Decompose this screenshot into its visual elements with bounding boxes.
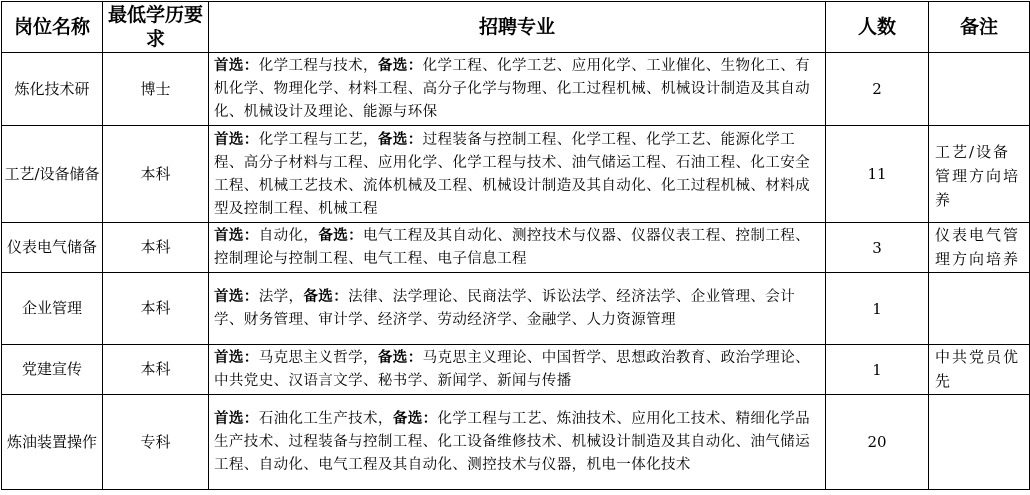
position-cell: 炼化技术研 [2,53,103,126]
table-row [2,126,1030,223]
second-choice-label: 备选： [377,57,423,74]
header-position: 岗位名称 [2,2,103,53]
header-major: 招聘专业 [209,2,826,53]
note-cell [929,395,1030,490]
note-cell: 中共党员优先 [929,345,1030,395]
recruitment-table [1,1,1030,490]
major-cell [209,273,826,345]
second-choice-label: 备选： [377,349,423,366]
major-cell [209,345,826,395]
header-row [2,2,1030,53]
second-choice-label: 备选： [392,410,438,427]
table-row [2,223,1030,273]
note-cell [929,53,1030,126]
major-cell [209,126,826,223]
position-cell: 党建宣传 [2,345,103,395]
note-cell: 工艺/设备管理方向培养 [929,126,1030,223]
header-count: 人数 [826,2,929,53]
education-cell: 专科 [103,395,209,490]
education-cell: 本科 [103,223,209,273]
count-cell: 11 [826,126,929,223]
count-cell: 2 [826,53,929,126]
position-cell: 工艺/设备储备 [2,126,103,223]
first-choice-value: 化学工程与工艺， [258,131,378,148]
second-choice-value: 电气工程及其自动化、测控技术与仪器、仪器仪表工程、控制工程、控制理论与控制工程、电气工程、电子信息工程 [214,228,811,267]
major-cell [209,395,826,490]
note-cell [929,273,1030,345]
education-cell: 本科 [103,345,209,395]
first-choice-value: 马克思主义哲学， [258,350,378,366]
count-cell: 1 [826,345,929,395]
first-choice-label: 首选： [214,288,259,305]
position-cell: 企业管理 [2,273,103,345]
second-choice-value: 马克思主义理论、中国哲学、思想政治教育、政治学理论、中共党史、汉语言文学、秘书学、新闻学、新闻与传播 [214,350,811,389]
first-choice-value: 石油化工生产技术， [258,411,393,427]
first-choice-label: 首选： [214,57,259,74]
table-row [2,273,1030,345]
education-cell: 本科 [103,126,209,223]
second-choice-label: 备选： [377,130,423,148]
first-choice-value: 化学工程与技术， [258,58,378,74]
first-choice-label: 首选： [214,349,259,366]
second-choice-value: 化学工程、化学工艺、应用化学、工业催化、生物化工、有机化学、物理化学、材料工程、高分子化学与物理、化工过程机械、机械设计制造及其自动化、机械设计及理论、能源与环保 [214,58,811,120]
first-choice-label: 首选： [214,130,259,148]
first-choice-value: 自动化， [258,228,319,244]
table-row [2,53,1030,126]
table-row [2,395,1030,490]
position-cell: 炼油装置操作 [2,395,103,490]
count-cell: 20 [826,395,929,490]
header-note: 备注 [929,2,1030,53]
second-choice-value: 过程装备与控制工程、化学工程、化学工艺、能源化学工程、高分子材料与工程、应用化学、化学工程与技术、油气储运工程、石油工程、化工安全工程、机械工艺技术、流体机械及工程、机械设计制造及其自动化、化工过程机械、材料成型及控制工程、机械工程 [214,131,810,217]
second-choice-label: 备选： [303,288,349,305]
count-cell: 3 [826,223,929,273]
table-row [2,345,1030,395]
first-choice-value: 法学， [258,289,304,305]
second-choice-label: 备选： [318,227,364,244]
first-choice-label: 首选： [214,227,259,244]
major-cell [209,223,826,273]
education-cell: 本科 [103,273,209,345]
second-choice-value: 法律、法学理论、民商法学、诉讼法学、经济法学、企业管理、会计学、财务管理、审计学、经济学、劳动经济学、金融学、人力资源管理 [214,289,796,328]
note-cell: 仪表电气管理方向培养 [929,223,1030,273]
first-choice-label: 首选： [214,410,259,427]
count-cell: 1 [826,273,929,345]
header-education: 最低学历要求 [103,2,209,53]
major-cell [209,53,826,126]
second-choice-value: 化学工程与工艺、炼油技术、应用化工技术、精细化学品生产技术、过程装备与控制工程、化工设备维修技术、机械设计制造及其自动化、油气储运工程、自动化、电气工程及其自动化、测控技术与仪器，机电一体化技术 [214,411,811,473]
position-cell: 仪表电气储备 [2,223,103,273]
education-cell: 博士 [103,53,209,126]
